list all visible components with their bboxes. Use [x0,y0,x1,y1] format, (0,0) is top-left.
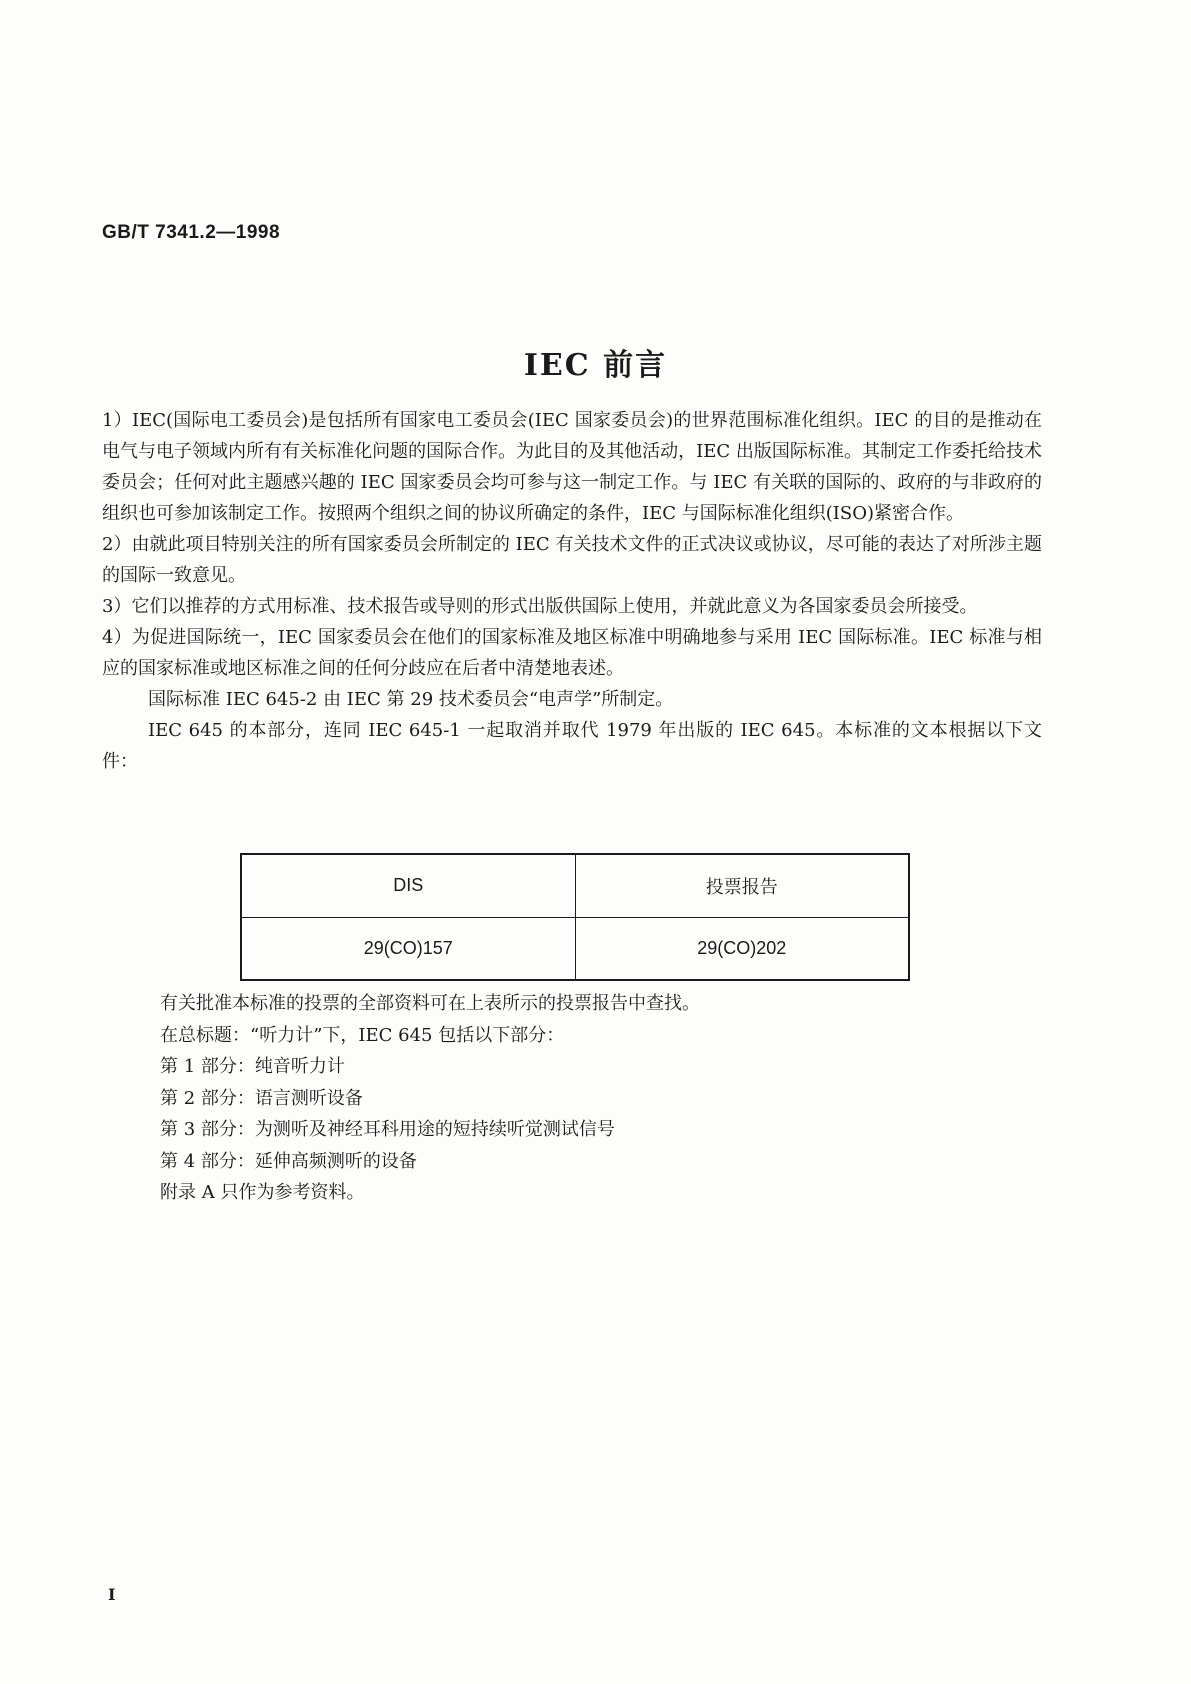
after-table-line: 在总标题：“听力计”下，IEC 645 包括以下部分： [160,1024,565,1046]
paragraph-3: 3）它们以推荐的方式用标准、技术报告或导则的形式出版供国际上使用，并就此意义为各国家委员会所接受。 [102,596,978,617]
table-header-cell-vote-report: 投票报告 [575,854,909,917]
table-row [241,917,909,980]
table-header-cell-dis: DIS [241,854,575,917]
standard-code: GB/T 7341.2—1998 [102,222,281,243]
paragraph-1: 1）IEC(国际电工委员会)是包括所有国家电工委员会(IEC 国家委员会)的世界范围标准化组织。IEC 的目的是推动在电气与电子领域内所有有关标准化问题的国际合作。为此目的及其他活动，IEC 出版国际标准。其制定工作委托给技术委员会；任何对此主题感兴趣的 IEC 国家委员会均可参与这一制定工作。与 IEC 有关联的国际的、政府的与非政府的组织也可参加该制定工作。按照两个组织之间的协议所确定的条件，IEC 与国际标准化组织(ISO)紧密合作。 [102,410,1042,524]
part-list-item: 第 1 部分：纯音听力计 [160,1056,345,1077]
paragraph-2: 2）由就此项目特别关注的所有国家委员会所制定的 IEC 有关技术文件的正式决议或协议，尽可能的表达了对所涉主题的国际一致意见。 [102,534,1042,586]
after-table-text [160,988,1040,1209]
table-cell-vote-report: 29(CO)202 [575,917,909,980]
paragraph-6: IEC 645 的本部分，连同 IEC 645-1 一起取消并取代 1979 年出版的 IEC 645。本标准的文本根据以下文件： [102,720,1042,772]
after-table-line: 有关批准本标准的投票的全部资料可在上表所示的投票报告中查找。 [160,993,700,1014]
part-list-item: 第 3 部分：为测听及神经耳科用途的短持续听觉测试信号 [160,1119,615,1140]
table-header-row [241,854,909,917]
page-number: I [108,1585,116,1604]
table-cell-dis: 29(CO)157 [241,917,575,980]
page-title: IEC 前言 [523,348,668,383]
foreword-body [102,405,1042,777]
part-list-item: 第 4 部分：延伸高频测听的设备 [160,1150,417,1172]
paragraph-5: 国际标准 IEC 645-2 由 IEC 第 29 技术委员会“电声学”所制定。 [148,689,674,710]
annex-note: 附录 A 只作为参考资料。 [160,1182,365,1203]
document-table [240,853,910,981]
paragraph-4: 4）为促进国际统一，IEC 国家委员会在他们的国家标准及地区标准中明确地参与采用 IEC 国际标准。IEC 标准与相应的国家标准或地区标准之间的任何分歧应在后者中清楚地表述。 [102,627,1042,679]
part-list-item: 第 2 部分：语言测听设备 [160,1087,363,1109]
